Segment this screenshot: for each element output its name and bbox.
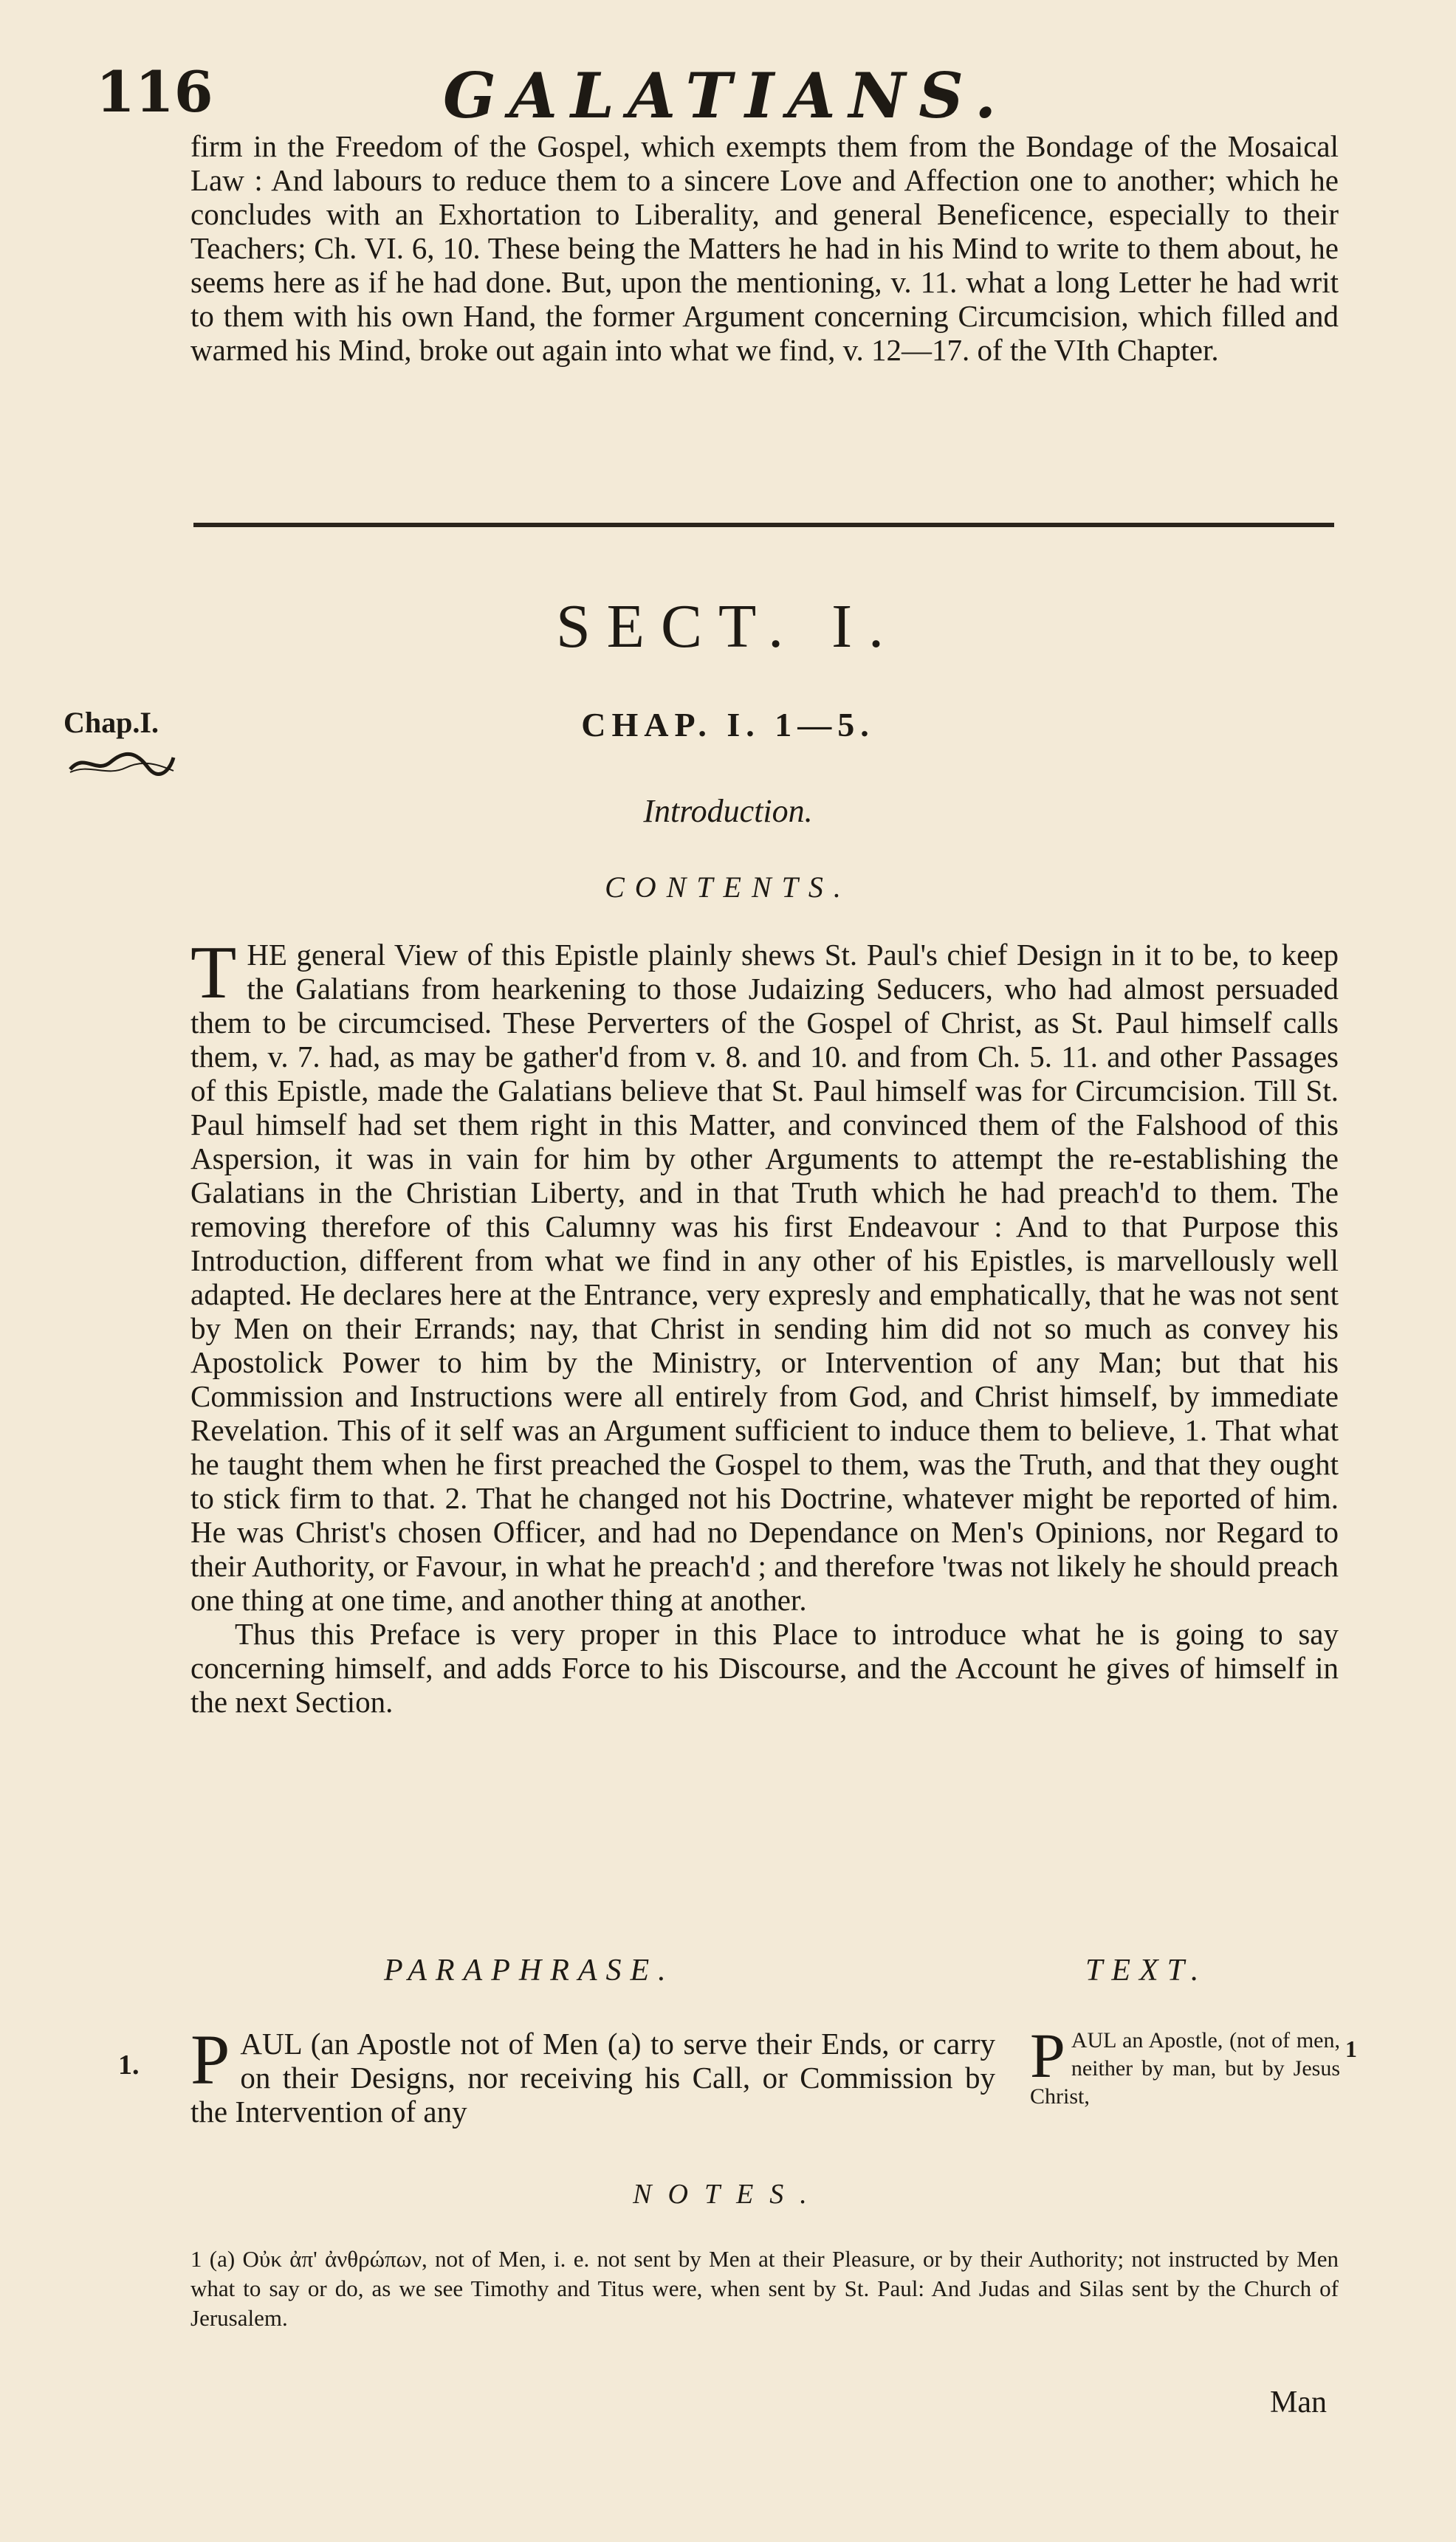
catchword: Man xyxy=(1270,2385,1327,2419)
intro-paragraph: firm in the Freedom of the Gospel, which exempts them from the Bondage of the Mosaical Law : And labours to reduce them to a sincere Love and Affection one to another; which he concludes with an Exhortation to Liberality, and general Beneficence, especially to their Teachers; Ch. VI. 6, 10. These being the Matters he had in his Mind to write to them about, he seems here as if he had done. But, upon the mentioning, v. 11. what a long Letter he had writ to them with his own Hand, the former Argument concerning Circumcision, which filled and warmed his Mind, broke out again into what we find, v. 12—17. of the VIth Chapter. xyxy=(190,129,1339,367)
verse-number: 1. xyxy=(118,2050,140,2081)
section-rule xyxy=(193,523,1334,527)
contents-paragraph: Thus this Preface is very proper in this Place to introduce what he is going to say concerning himself, and adds Force to his Discourse, and the Account he gives of himself in the next Section. xyxy=(190,1617,1339,1719)
drop-cap: P xyxy=(190,2020,230,2099)
contents-paragraph: HE general View of this Epistle plainly shews St. Paul's chief Design in it to be, to keep the Galatians from hearkening to those Judaizing Seducers, who had almost persuaded them to be circumcised. These Perverters of the Gospel of Christ, as St. Paul himself calls them, v. 7. had, as may be gather'd from v. 8. and 10. and from Ch. 5. 11. and other Passages of this Epistle, made the Galatians believe that St. Paul himself was for Circumcision. Till St. Paul himself had set them right in this Matter, and convinced them of the Falshood of this Aspersion, it was in vain for him by other Arguments to attempt the re-establishing the Galatians in the Christian Liberty, and in that Truth which he had preach'd to them. The removing therefore of this Calumny was his first Endeavour : And to that Purpose this Introduction, different from what we find in any other of his Epistles, is marvellously well adapted. He declares here at the Entrance, very expresly and emphatically, that he was not sent by Men on their Errands; nay, that Christ in sending him did not so much as convey his Apostolick Power to him by the Ministry, or Intervention of any Man; but that his Commission and Instructions were all entirely from God, and Christ himself, by immediate Revelation. This of it self was an Argument sufficient to induce them to believe, 1. That what he taught them when he first preached the Gospel to them, was the Truth, and that they ought to stick firm to that. 2. That he changed not his Doctrine, whatever might be reported of him. He was Christ's chosen Officer, and had no Dependance on Men's Opinions, nor Regard to their Authority, or Favour, in what he preach'd ; and therefore 'twas not likely he should preach one thing at one time, and another thing at another. xyxy=(190,938,1339,1617)
section-heading: SECT. I. xyxy=(555,592,901,661)
scripture-body: AUL an Apostle, (not of men, neither by man, but by Jesus Christ, xyxy=(1030,2028,1340,2109)
page-number: 116 xyxy=(96,59,213,125)
chapter-subtitle: Introduction. xyxy=(643,793,813,829)
contents-body xyxy=(190,931,1339,1719)
notes-heading: NOTES. xyxy=(633,2179,823,2210)
contents-heading: CONTENTS. xyxy=(605,870,851,904)
scripture-text xyxy=(1030,2020,1340,2111)
drop-cap: T xyxy=(190,931,237,1014)
chapter-margin-label: Chap.I. xyxy=(63,706,159,739)
footnote: 1 (a) Οὐκ ἀπ' ἀνθρώπων, not of Men, i. e. not sent by Men at their Pleasure, or by their Authority; not instructed by Men what to say or do, as we see Timothy and Titus were, when sent by St. Paul: And Judas and Silas sent by the Church of Jerusalem. xyxy=(190,2246,1339,2331)
paraphrase-text xyxy=(190,2020,995,2129)
paraphrase-heading: PARAPHRASE. xyxy=(384,1954,675,1988)
text-verse-number: 1 xyxy=(1345,2036,1357,2062)
book-title: GALATIANS. xyxy=(443,59,1010,132)
text-heading: TEXT. xyxy=(1085,1954,1208,1988)
ornament-icon xyxy=(66,749,177,778)
chapter-heading: CHAP. I. 1—5. xyxy=(581,706,875,743)
drop-cap: P xyxy=(1030,2020,1065,2091)
paraphrase-body: AUL (an Apostle not of Men (a) to serve their Ends, or carry on their Designs, nor receiving his Call, or Commission by the Intervention of any xyxy=(190,2027,995,2129)
